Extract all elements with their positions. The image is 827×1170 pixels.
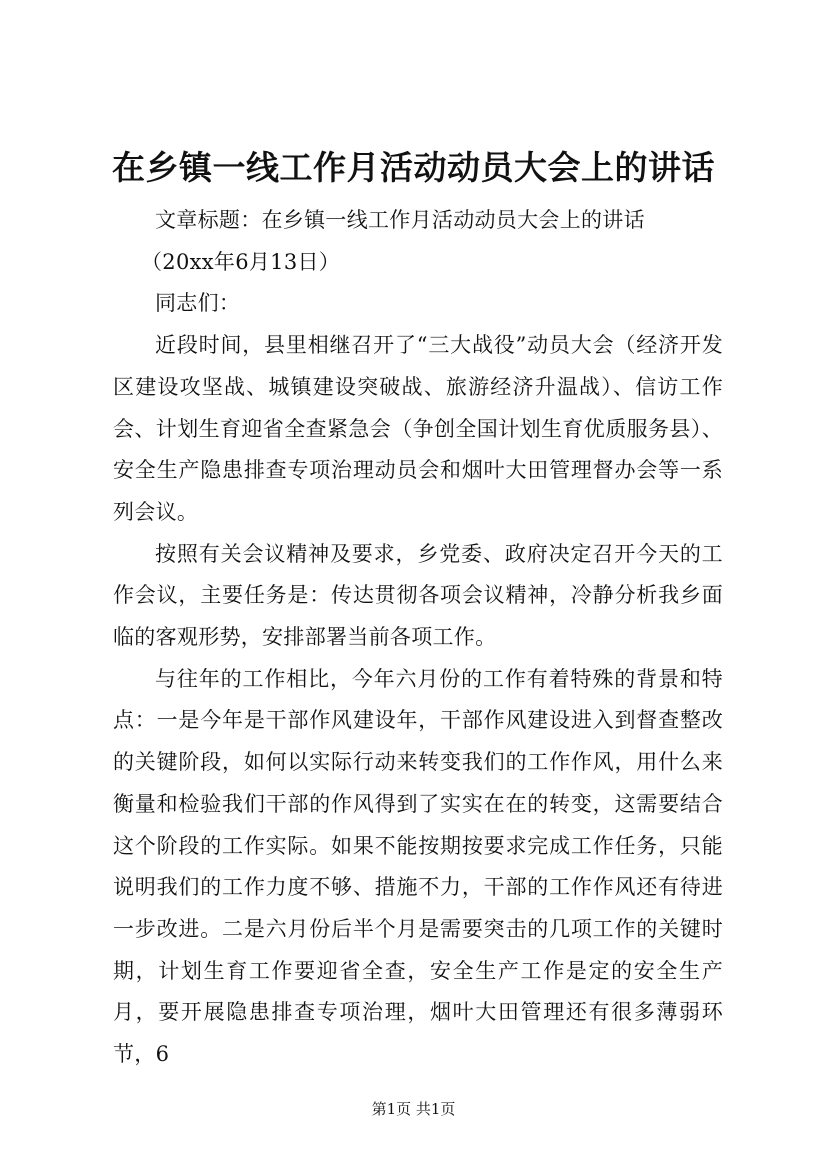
paragraph: 按照有关会议精神及要求，乡党委、政府决定召开今天的工作会议，主要任务是：传达贯彻各项会议精神，冷静分析我乡面临的客观形势，安排部署当前各项工作。 bbox=[113, 541, 723, 650]
speech-date: （20xx年6月13日） bbox=[141, 249, 341, 274]
paragraph: 近段时间，县里相继召开了“三大战役”动员大会（经济开发区建设攻坚战、城镇建设突破战、旅游经济升温战）、信访工作会、计划生育迎省全查紧急会（争创全国计划生育优质服务县）、安全生产隐患排查专项治理动员会和烟叶大田管理督办会等一系列会议。 bbox=[113, 333, 723, 524]
article-title-line: 文章标题：在乡镇一线工作月活动动员大会上的讲话 bbox=[155, 208, 645, 232]
salutation: 同志们： bbox=[155, 291, 241, 316]
document-body bbox=[113, 200, 723, 1076]
paragraph: 与往年的工作相比，今年六月份的工作有着特殊的背景和特点：一是今年是干部作风建设年，干部作风建设进入到督查整改的关键阶段，如何以实际行动来转变我们的工作作风，用什么来衡量和检验我们干部的作风得到了实实在在的转变，这需要结合这个阶段的工作实际。如果不能按期按要求完成工作任务，只能说明我们的工作力度不够、措施不力，干部的工作作风还有待进一步改进。二是六月份后半个月是需要突击的几项工作的关键时期，计划生育工作要迎省全查，安全生产工作是定的安全生产月，要开展隐患排查专项治理，烟叶大田管理还有很多薄弱环节，6 bbox=[113, 666, 723, 1067]
document-title: 在乡镇一线工作月活动动员大会上的讲话 bbox=[112, 148, 715, 187]
page-footer: 第1页 共1页 bbox=[371, 1100, 456, 1118]
